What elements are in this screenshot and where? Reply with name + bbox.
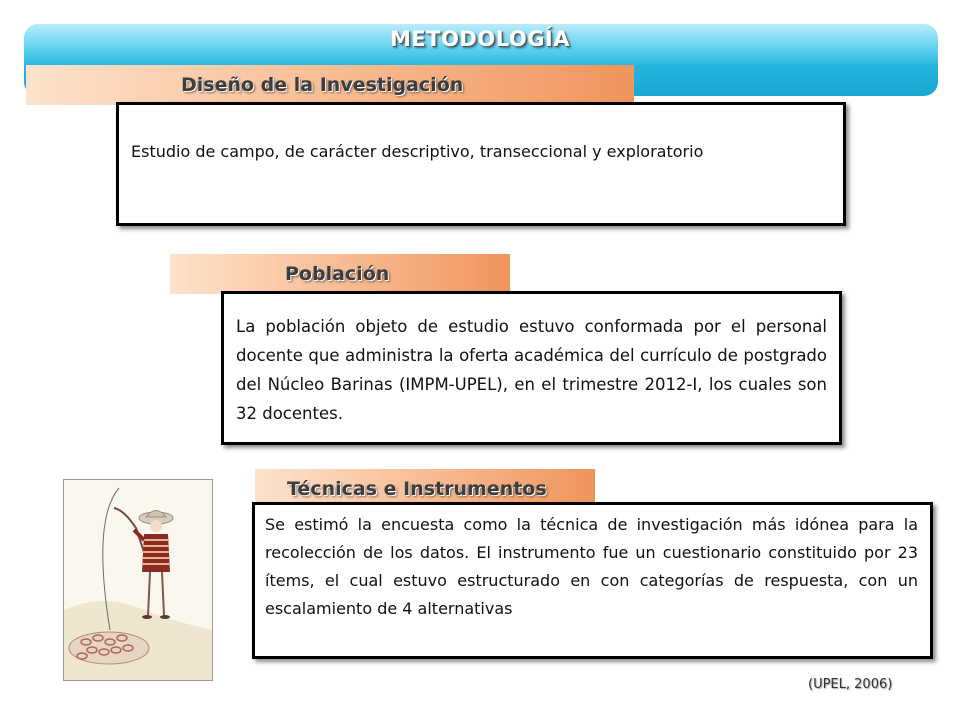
techniques-text-box <box>252 502 933 659</box>
techniques-text: Se estimó la encuesta como la técnica de investigación más idónea para la recolección de los datos. El instrumento fue un cuestionario constituido por 23 ítems, el cual estuvo estructurado en con categorías de respuesta, con un escalamiento de 4 alternativas <box>265 515 918 618</box>
section-title-techniques: Técnicas e Instrumentos <box>287 478 547 500</box>
section-title-design: Diseño de la Investigación <box>181 74 464 96</box>
citation: (UPEL, 2006) <box>808 677 893 692</box>
design-text: Estudio de campo, de carácter descriptivo, transeccional y exploratorio <box>131 142 704 161</box>
slide-title: METODOLOGÍA <box>390 27 570 51</box>
design-text-box <box>116 102 846 226</box>
girl-fishing-icon <box>64 480 213 681</box>
population-text-box <box>221 291 842 445</box>
population-text: La población objeto de estudio estuvo conformada por el personal docente que administra la oferta académica del currículo de postgrado del Núcleo Barinas (IMPM-UPEL), en el trimestre 2012-I, los cuales son 32 docentes. <box>236 317 827 423</box>
girl-fishing-illustration <box>63 479 213 681</box>
section-title-population: Población <box>285 263 390 285</box>
